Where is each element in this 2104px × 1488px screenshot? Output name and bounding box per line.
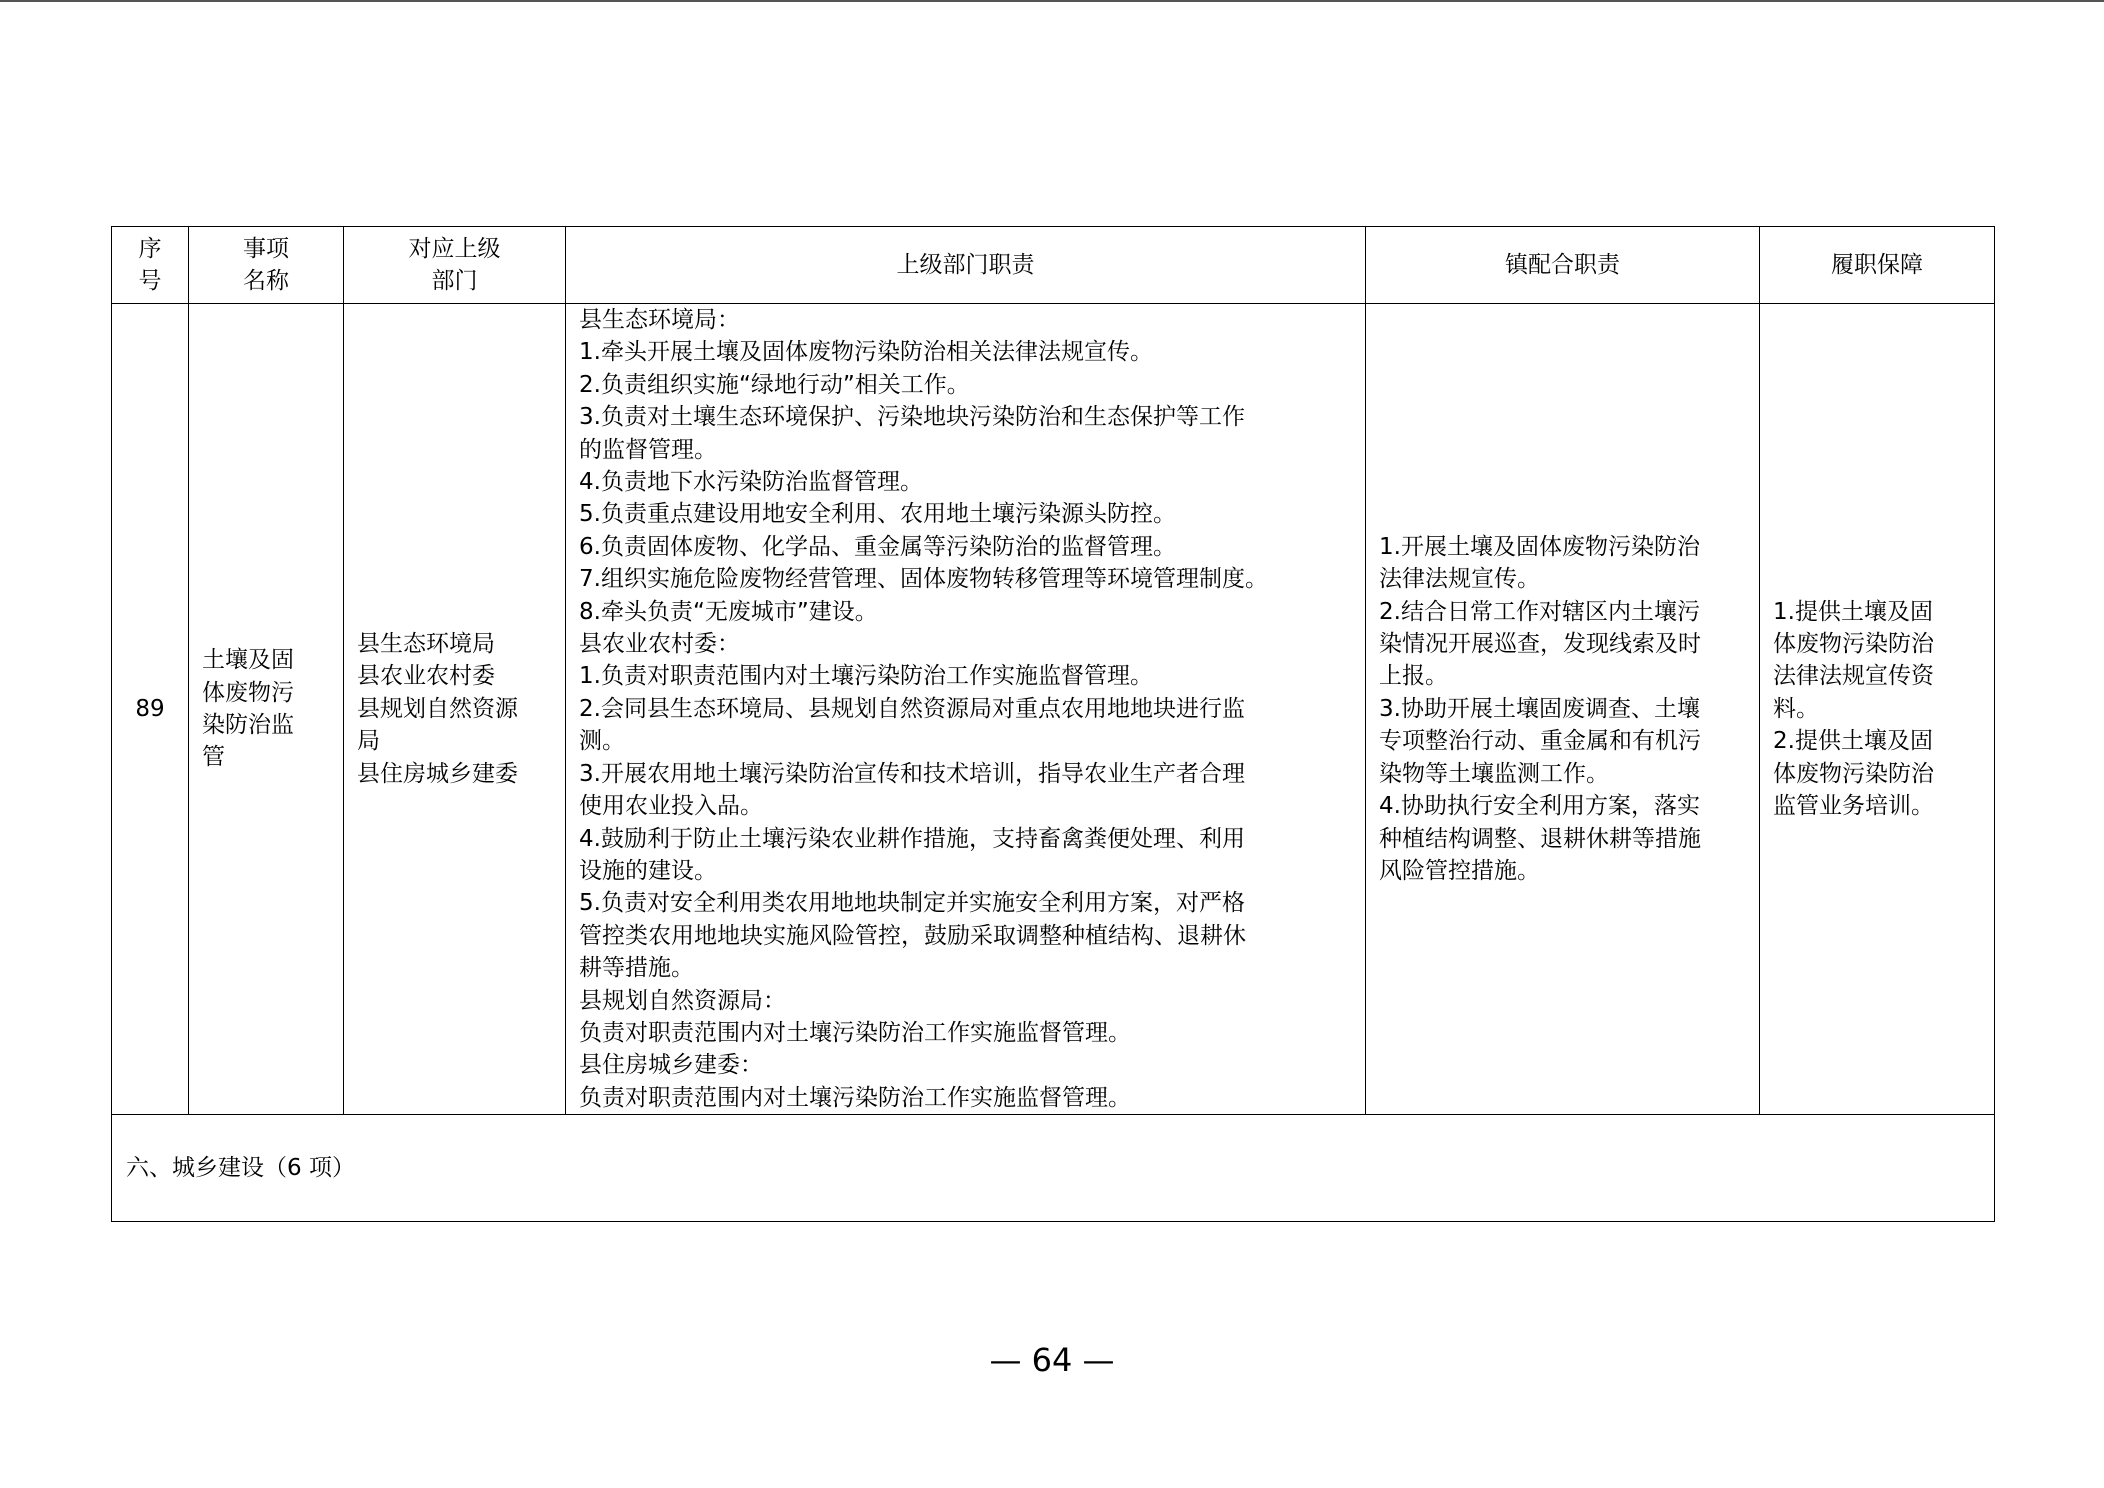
page-top-border [0,0,2104,2]
page-number: — 64 — [989,1341,1115,1379]
table-header-row [112,227,1995,304]
header-superior-dept: 对应上级 部门 [344,227,566,304]
row-item-name: 土壤及固 体废物污 染防治监 管 [189,304,344,1115]
section-heading-row [112,1115,1995,1222]
duty-table [111,226,1995,1222]
row-number: 89 [112,304,189,1115]
row-guarantee: 1.提供土壤及固 体废物污染防治 法律法规宣传资 料。 2.提供土壤及固 体废物污染防治 监管业务培训。 [1760,304,1995,1115]
header-no: 序 号 [112,227,189,304]
row-town-duties: 1.开展土壤及固体废物污染防治 法律法规宣传。 2.结合日常工作对辖区内土壤污 染情况开展巡查，发现线索及时 上报。 3.协助开展土壤固废调查、土壤 专项整治行动、重金属和有机污 染物等土壤监测工作。 4.协助执行安全利用方案，落实 种植结构调整、退耕休耕等措施 风险管控措施。 [1366,304,1760,1115]
table-row [112,304,1995,1115]
row-superior-dept: 县生态环境局 县农业农村委 县规划自然资源 局 县住房城乡建委 [344,304,566,1115]
header-town-duties: 镇配合职责 [1366,227,1760,304]
section-heading: 六、城乡建设（6 项） [112,1115,1995,1222]
header-item-name: 事项 名称 [189,227,344,304]
row-superior-duties: 县生态环境局： 1.牵头开展土壤及固体废物污染防治相关法律法规宣传。 2.负责组织实施“绿地行动”相关工作。 3.负责对土壤生态环境保护、污染地块污染防治和生态保护等工作 的监督管理。 4.负责地下水污染防治监督管理。 5.负责重点建设用地安全利用、农用地土壤污染源头防控。 6.负责固体废物、化学品、重金属等污染防治的监督管理。 7.组织实施危险废物经营管理、固体废物转移管理等环境管理制度。 8.牵头负责“无废城市”建设。 县农业农村委： 1.负责对职责范围内对土壤污染防治工作实施监督管理。 2.会同县生态环境局、县规划自然资源局对重点农用地地块进行监 测。 3.开展农用地土壤污染防治宣传和技术培训，指导农业生产者合理 使用农业投入品。 4.鼓励利于防止土壤污染农业耕作措施，支持畜禽粪便处理、利用 设施的建设。 5.负责对安全利用类农用地地块制定并实施安全利用方案，对严格 管控类农用地地块实施风险管控，鼓励采取调整种植结构、退耕休 耕等措施。 县规划自然资源局： 负责对职责范围内对土壤污染防治工作实施监督管理。 县住房城乡建委： 负责对职责范围内对土壤污染防治工作实施监督管理。 [566,304,1366,1115]
header-superior-duties: 上级部门职责 [566,227,1366,304]
header-guarantee: 履职保障 [1760,227,1995,304]
